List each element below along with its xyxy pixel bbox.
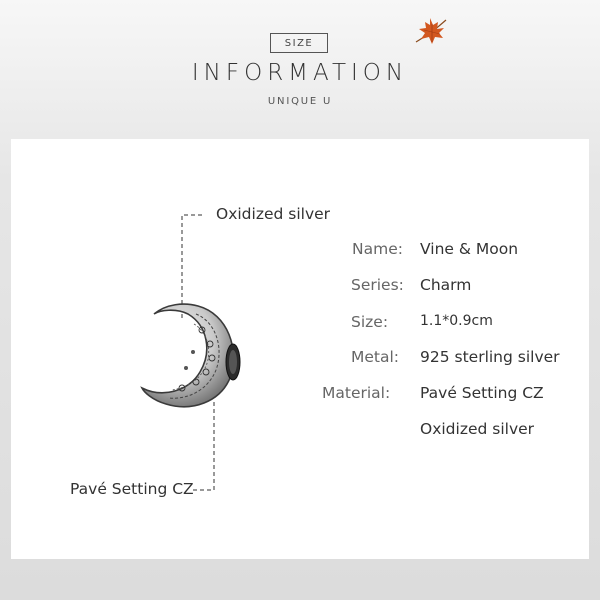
spec-label: Series: xyxy=(351,276,404,294)
brand-subtitle: UNIQUE U xyxy=(267,96,333,107)
spec-label: Size: xyxy=(351,313,389,331)
callout-oxidized-silver: Oxidized silver xyxy=(216,205,331,223)
maple-leaf-icon xyxy=(410,14,454,54)
spec-value: 925 sterling silver xyxy=(420,348,560,366)
callout-pave-setting: Pavé Setting CZ xyxy=(70,480,194,498)
spec-label: Material: xyxy=(322,384,391,402)
spec-value: Oxidized silver xyxy=(420,420,535,438)
spec-value: Charm xyxy=(420,276,472,294)
crescent-moon-charm-image xyxy=(136,300,246,412)
spec-value: 1.1*0.9cm xyxy=(420,313,493,329)
spec-value: Pavé Setting CZ xyxy=(420,384,544,402)
spec-value: Vine & Moon xyxy=(420,240,519,258)
spec-label: Name: xyxy=(352,240,403,258)
page-title: INFORMATION xyxy=(191,60,409,86)
size-tag: SIZE xyxy=(270,33,328,53)
spec-label: Metal: xyxy=(351,348,400,366)
